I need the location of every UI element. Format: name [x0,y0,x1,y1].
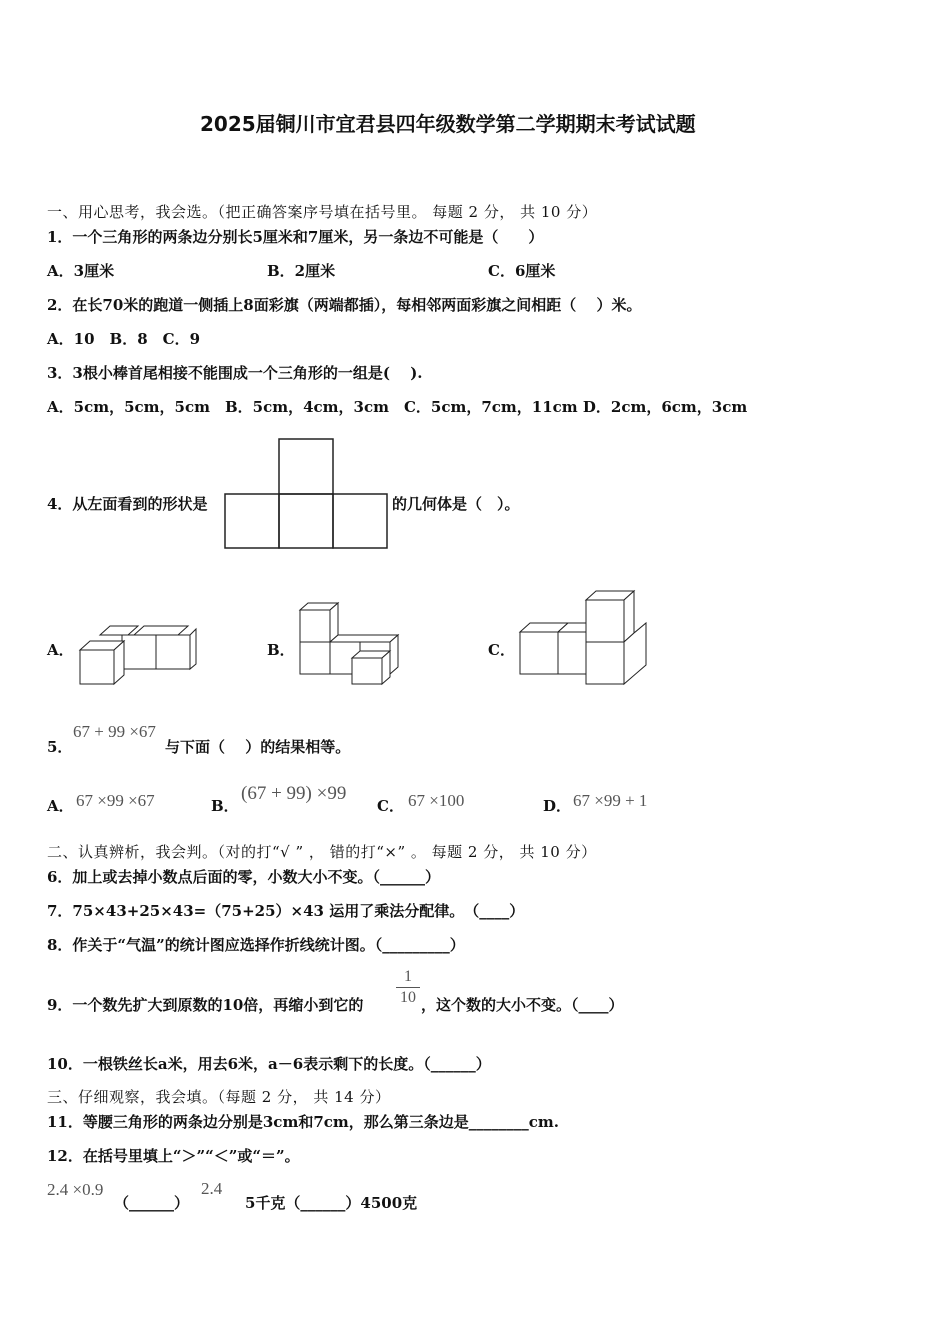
q5-option-a-expr: 67 ×99 ×67 [76,791,155,810]
q5-option-b-label[interactable]: B． [211,797,239,815]
page-title: 2025届铜川市宜君县四年级数学第二学期期末考试试题 [200,112,696,136]
question-7[interactable]: 7．75×43+25×43=（75+25）×43 运用了乘法分配律。 （____） [47,902,525,920]
q5-option-d-expr: 67 ×99 + 1 [573,791,648,810]
q12-expression-1: 2.4 ×0.9 [47,1180,104,1199]
q5-option-d-label[interactable]: D． [543,797,572,815]
question-9-suffix[interactable]: ，这个数的大小不变。（____） [421,996,624,1014]
q5-option-a-label[interactable]: A． [47,797,74,815]
question-3: 3．3根小棒首尾相接不能围成一个三角形的一组是( ). [47,364,423,382]
q1-option-b[interactable]: B．2厘米 [267,262,336,280]
question-5-prefix: 5． [47,738,73,756]
q4-option-c[interactable]: C． [488,641,515,659]
q4-option-c-figure [516,588,650,688]
q12-item-2[interactable]: 5千克（______）4500克 [245,1194,418,1212]
q1-option-a[interactable]: A．3厘米 [47,262,115,280]
q1-option-c[interactable]: C．6厘米 [488,262,556,280]
q4-option-a[interactable]: A． [47,641,74,659]
question-6[interactable]: 6．加上或去掉小数点后面的零，小数大小不变。（______） [47,868,440,886]
question-9-prefix: 9．一个数先扩大到原数的10倍，再缩小到它的 [47,996,364,1014]
question-1: 1．一个三角形的两条边分别长5厘米和7厘米，另一条边不可能是（ ） [47,228,544,246]
left-view-figure [222,436,390,552]
q9-fraction-denominator: 10 [400,989,416,1006]
section-3-heading: 三、仔细观察，我会填。（每题 2 分， 共 14 分） [47,1088,391,1106]
question-8[interactable]: 8．作关于“气温”的统计图应选择作折线统计图。（_________） [47,936,465,954]
q5-expression: 67 + 99 ×67 [73,722,156,741]
question-4-prefix: 4．从左面看到的形状是 [47,495,208,513]
q5-option-c-expr: 67 ×100 [408,791,465,810]
q12-blank-1[interactable]: （______） [114,1194,190,1212]
q4-option-a-figure [76,620,202,690]
q4-option-b-figure [296,600,406,690]
question-2: 2．在长70米的跑道一侧插上8面彩旗（两端都插），每相邻两面彩旗之间相距（ ）米。 [47,296,642,314]
q9-fraction-numerator: 1 [404,968,412,985]
section-1-heading: 一、用心思考，我会选。（把正确答案序号填在括号里。 每题 2 分， 共 10 分） [47,203,598,221]
q3-options[interactable]: A．5cm，5cm，5cm B．5cm，4cm，3cm C．5cm，7cm，11cm D．2cm，6cm，3cm [47,398,748,416]
q2-options[interactable]: A．10 B．8 C．9 [47,330,201,348]
question-11[interactable]: 11．等腰三角形的两条边分别是3cm和7cm，那么第三条边是________cm. [47,1113,559,1131]
q4-option-b[interactable]: B． [267,641,295,659]
question-10[interactable]: 10．一根铁丝长a米，用去6米，a－6表示剩下的长度。（______） [47,1055,491,1073]
q12-expression-2: 2.4 [201,1179,223,1198]
question-4-suffix: 的几何体是（ ）。 [392,495,520,513]
section-2-heading: 二、认真辨析，我会判。（对的打“√ ” ， 错的打“×” 。 每题 2 分， 共 10 分） [47,843,597,861]
q5-option-c-label[interactable]: C． [377,797,404,815]
question-12: 12．在括号里填上“＞”“＜”或“＝”。 [47,1147,300,1165]
q5-option-b-expr: (67 + 99) ×99 [241,783,347,804]
q9-fraction [396,968,420,1007]
question-5-suffix: 与下面（ ）的结果相等。 [165,738,351,756]
